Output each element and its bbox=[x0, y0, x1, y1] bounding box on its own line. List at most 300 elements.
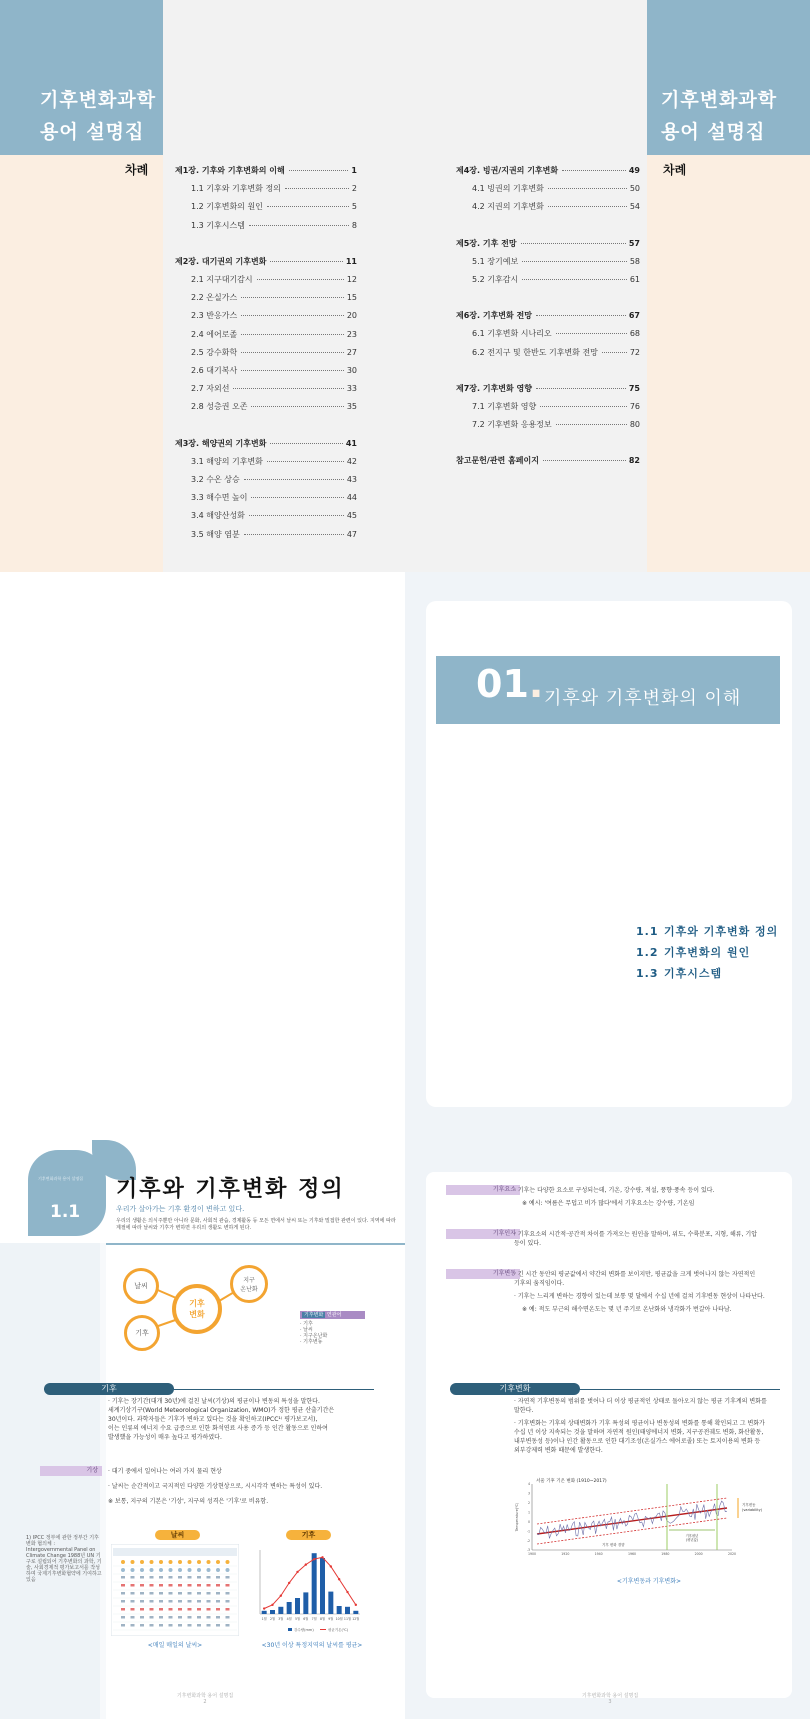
toc-page-number: 45 bbox=[346, 511, 357, 521]
weather-value bbox=[226, 1584, 230, 1587]
precip-bar bbox=[262, 1611, 267, 1614]
x-tick-label: 1900 bbox=[527, 1552, 537, 1556]
precip-bar bbox=[345, 1607, 350, 1614]
weather-value bbox=[188, 1584, 192, 1587]
toc-page-number: 68 bbox=[629, 329, 640, 339]
month-tick-label: 2월 bbox=[269, 1617, 276, 1621]
y-tick-label: 2 bbox=[527, 1501, 530, 1506]
weather-table-caption: <매일 매일의 날씨> bbox=[147, 1642, 203, 1649]
weather-value bbox=[197, 1592, 201, 1595]
toc-page-number: 20 bbox=[346, 311, 357, 321]
weather-value bbox=[178, 1576, 182, 1579]
toc-entry-text: 2.2 온실가스 bbox=[191, 293, 238, 303]
weather-icon bbox=[207, 1560, 211, 1564]
toc-entry-text: 3.3 해수면 높이 bbox=[191, 493, 248, 503]
weather-value bbox=[197, 1600, 201, 1603]
weather-value bbox=[140, 1616, 144, 1619]
month-tick-label: 9월 bbox=[328, 1617, 334, 1621]
section-badge bbox=[28, 1150, 106, 1236]
weather-icon bbox=[131, 1568, 135, 1572]
toc-section-entry[interactable] bbox=[472, 256, 640, 267]
weather-value bbox=[197, 1608, 201, 1611]
badge-number: 1.1 bbox=[50, 1202, 81, 1222]
toc-page-number: 72 bbox=[629, 347, 640, 357]
y-tick-label: -2 bbox=[526, 1538, 530, 1543]
toc-leader bbox=[556, 424, 627, 425]
ipcc-footnote: 1) IPCC 정부에 관한 정부간 기후변화 협의체 : Intergovernmental Panel on Climate Change 1988년 UN 기구로 설립되어 기후변화의 과학, 기술, 사회경제적 평가보고서를 작성하며 국제기후변화협약에 기여하고 있음 bbox=[26, 1535, 102, 1583]
month-tick-label: 11월 bbox=[343, 1617, 352, 1621]
toc-entry-text: 3.5 해양 염분 bbox=[191, 529, 240, 539]
weather-icon bbox=[188, 1560, 192, 1564]
weather-value bbox=[140, 1584, 144, 1587]
variability-label-sub: (variability) bbox=[742, 1508, 763, 1512]
toc-section-entry[interactable] bbox=[191, 474, 357, 485]
weather-value bbox=[159, 1608, 163, 1611]
toc-section-entry[interactable] bbox=[191, 383, 357, 394]
toc-leader bbox=[522, 279, 627, 280]
toc-leader bbox=[522, 261, 627, 262]
toc-chapter-entry[interactable] bbox=[175, 256, 357, 267]
weather-value bbox=[140, 1608, 144, 1611]
diagram-center-circle: 기후 변화 bbox=[172, 1284, 222, 1334]
toc-leader bbox=[244, 534, 344, 535]
weather-value bbox=[197, 1584, 201, 1587]
book-title-line1: 기후변화과학 bbox=[40, 89, 157, 111]
toc-entry-text: 7.2 기후변화 응용정보 bbox=[472, 420, 552, 430]
toc-leader bbox=[602, 352, 627, 353]
weather-value bbox=[150, 1576, 154, 1579]
weather-icon bbox=[216, 1560, 220, 1564]
y-tick-label: -3 bbox=[526, 1548, 530, 1553]
toc-leader bbox=[241, 370, 344, 371]
weather-chart-pill: 날씨 bbox=[155, 1530, 200, 1540]
month-tick-label: 5월 bbox=[294, 1617, 301, 1621]
toc-entry-text: 5.2 기후감시 bbox=[472, 275, 519, 284]
toc-page-number: 1 bbox=[351, 166, 357, 175]
toc-chapter-entry[interactable] bbox=[456, 165, 640, 176]
toc-page-number: 76 bbox=[629, 402, 640, 411]
weather-value bbox=[226, 1576, 230, 1579]
weather-icon bbox=[159, 1560, 163, 1564]
toc-page-number: 15 bbox=[346, 293, 357, 303]
toc-entry-text: 제4장. 빙권/지권의 기후변화 bbox=[456, 166, 559, 175]
weather-icon bbox=[188, 1568, 192, 1572]
toc-leader bbox=[556, 333, 627, 334]
weather-value bbox=[159, 1616, 163, 1619]
weather-value bbox=[121, 1576, 125, 1579]
weather-value bbox=[169, 1576, 173, 1579]
weather-value bbox=[216, 1600, 220, 1603]
weather-icon bbox=[150, 1560, 154, 1564]
toc-section-entry[interactable] bbox=[191, 329, 357, 340]
legend-precip: 강수량(mm) bbox=[294, 1628, 314, 1632]
climate-definition: · 기후는 장기간(대개 30년)에 걸친 날씨(기상)의 평균이나 변동의 특성을 말한다. 세계기상기구(World Meteorological Organization, WMO)가 정한 평균 산출기간은 30년이다. 과학자들은 기후가 변하고 있다는 것을 확인하고(IPCC¹⁾ 평가보고서), 이는 인류의 에너지 수요 급증으로 인한 화석연료 사용 증가 등 인간 활동으로 인하여 발생했을 가능성이 매우 높다고 평가하였다. bbox=[108, 1398, 335, 1441]
y-tick-label: -1 bbox=[526, 1529, 530, 1534]
toc-section-entry[interactable] bbox=[191, 201, 357, 212]
weather-value bbox=[121, 1608, 125, 1611]
toc-entry-text: 1.3 기후시스템 bbox=[191, 220, 245, 230]
related-terms-header: 기후변화 연관어 bbox=[300, 1311, 365, 1319]
precip-bar bbox=[287, 1602, 292, 1614]
toc-chapter-entry[interactable] bbox=[175, 438, 357, 449]
toc-leader bbox=[270, 443, 342, 444]
weather-value bbox=[150, 1592, 154, 1595]
toc-page-number: 27 bbox=[346, 347, 357, 357]
toc-chapter-entry[interactable] bbox=[456, 455, 640, 466]
weather-value bbox=[169, 1600, 173, 1603]
toc-chapter-entry[interactable] bbox=[456, 383, 640, 394]
book-title-line2: 용어 설명집 bbox=[40, 121, 145, 143]
weather-icon bbox=[216, 1568, 220, 1572]
weather-icon bbox=[207, 1568, 211, 1572]
toc-chapter-entry[interactable] bbox=[175, 165, 357, 176]
weather-value bbox=[216, 1608, 220, 1611]
toc-page-number: 75 bbox=[628, 383, 640, 393]
weather-value bbox=[216, 1624, 220, 1627]
weather-icon bbox=[197, 1568, 201, 1572]
def-tag-climate-variability: 기후변동 bbox=[446, 1269, 520, 1279]
weather-value bbox=[216, 1584, 220, 1587]
weather-table-header bbox=[113, 1548, 237, 1556]
month-tick-label: 3월 bbox=[278, 1617, 284, 1621]
toc-leader bbox=[562, 170, 626, 171]
weather-value bbox=[131, 1584, 135, 1587]
climate-change-definition: · 자연적 기후변동의 범위를 벗어나 더 이상 평균적인 상태로 돌아오지 않는 평균 기후계의 변화를 말한다. · 기후변화는 기후의 상태변화가 기후 특성의 평균이나 변동성의 변화를 통해 확인되고 그 변화가 수십 년 이상 지속되는 것을 말하며 자연적 원인(태양에너지 변화, 지구공전궤도 변화, 화산활동, 내부변동성 등)이나 인간 활동으로 인한 대기조성(온실가스 에어로졸) 또는 토지이용의 변화 등 외부강제력 변화 때문에 발생한다. bbox=[514, 1398, 767, 1454]
climate-change-pill: 기후변화 bbox=[450, 1383, 580, 1395]
weather-value bbox=[121, 1592, 125, 1595]
precip-bar bbox=[278, 1607, 283, 1614]
climate-average-chart bbox=[248, 1544, 373, 1636]
toc-page-number: 61 bbox=[629, 275, 640, 284]
toc-entry-text: 4.1 빙권의 기후변화 bbox=[472, 184, 544, 194]
weather-value bbox=[131, 1608, 135, 1611]
weather-value bbox=[159, 1576, 163, 1579]
toc-leader bbox=[521, 243, 626, 244]
weather-value bbox=[131, 1576, 135, 1579]
weather-value bbox=[121, 1616, 125, 1619]
toc-page-number: 58 bbox=[629, 256, 640, 266]
toc-page-number: 42 bbox=[346, 456, 357, 466]
chapter-banner bbox=[436, 656, 780, 724]
toc-leader bbox=[233, 388, 343, 389]
chapter-item-1-3[interactable]: 1.3 기후시스템 bbox=[636, 967, 723, 980]
toc-section-entry[interactable] bbox=[472, 419, 640, 430]
toc-section-entry[interactable] bbox=[191, 492, 357, 503]
toc-section-entry[interactable] bbox=[472, 347, 640, 358]
chart-background bbox=[514, 1476, 784, 1566]
weather-value bbox=[140, 1624, 144, 1627]
x-tick-label: 1980 bbox=[661, 1552, 670, 1556]
toc-entry-text: 참고문헌/관련 홈페이지 bbox=[456, 456, 539, 466]
precip-bar bbox=[312, 1553, 317, 1614]
weather-value bbox=[159, 1600, 163, 1603]
def-tag-climate-factors: 기후인자 bbox=[446, 1229, 520, 1239]
x-tick-label: 2020 bbox=[727, 1552, 737, 1556]
def-climate-variability: · 긴 시간 동안의 평균값에서 약간의 변화를 보이지만, 평균값을 크게 벗어나지 않는 자연적인 기후의 움직임이다. · 기후는 느리게 변하는 경향이 있는데 보통 몇 달에서 수십 년에 걸쳐 기후변동 현상이 나타난다. ※ 예: 적도 부근의 해수면온도는 몇 년 주기로 온난화와 냉각화가 번갈아 나타남. bbox=[514, 1271, 765, 1313]
weather-value bbox=[150, 1624, 154, 1627]
weather-value bbox=[226, 1616, 230, 1619]
weather-value bbox=[226, 1624, 230, 1627]
toc-section-entry[interactable] bbox=[191, 292, 357, 303]
weather-value bbox=[207, 1576, 211, 1579]
weather-tag: 기상 bbox=[40, 1466, 102, 1476]
toc-leader bbox=[267, 206, 349, 207]
toc-page-number: 12 bbox=[346, 275, 357, 284]
toc-leader bbox=[536, 315, 626, 316]
weather-value bbox=[178, 1616, 182, 1619]
weather-value bbox=[197, 1576, 201, 1579]
toc-entry-text: 5.1 장기예보 bbox=[472, 256, 519, 266]
toc-entry-text: 6.2 전지구 및 한반도 기후변화 전망 bbox=[472, 347, 598, 357]
weather-icon bbox=[178, 1560, 182, 1564]
climate-heading-pill: 기후 bbox=[44, 1383, 174, 1395]
weather-value bbox=[216, 1592, 220, 1595]
toc-section-entry[interactable] bbox=[472, 183, 640, 194]
weather-value bbox=[207, 1624, 211, 1627]
toc-leader bbox=[249, 515, 344, 516]
section-divider bbox=[106, 1243, 405, 1245]
weather-icon bbox=[226, 1560, 230, 1564]
weather-value bbox=[226, 1600, 230, 1603]
weather-icon bbox=[121, 1568, 125, 1572]
weather-value bbox=[121, 1624, 125, 1627]
x-tick-label: 1920 bbox=[561, 1552, 570, 1556]
climate-chart-caption: <30년 이상 특정지역의 날씨를 평균> bbox=[261, 1642, 363, 1649]
weather-value bbox=[150, 1616, 154, 1619]
month-tick-label: 6월 bbox=[303, 1617, 309, 1621]
y-axis-label: Temperature(℃) bbox=[515, 1502, 519, 1532]
chart-title: 서울 기후 기온 변화 (1910~2017) bbox=[536, 1479, 607, 1484]
toc-section-entry[interactable] bbox=[191, 365, 357, 376]
def-climate-factors: · 기후요소의 시간적·공간적 차이를 가져오는 원인을 말하며, 위도, 수륙분포, 지형, 해류, 기압 등이 있다. bbox=[514, 1231, 757, 1247]
weather-value bbox=[159, 1592, 163, 1595]
book-title-left bbox=[0, 0, 163, 155]
toc-section-entry[interactable] bbox=[472, 274, 640, 285]
badge-header: 기후변화과학 용어 설명집 bbox=[38, 1176, 84, 1181]
book-title-right bbox=[647, 0, 810, 155]
weather-value bbox=[159, 1584, 163, 1587]
weather-value bbox=[188, 1576, 192, 1579]
toc-entry-text: 3.2 수온 상승 bbox=[191, 475, 240, 484]
seoul-temperature-chart bbox=[514, 1476, 784, 1566]
precip-bar bbox=[328, 1592, 333, 1614]
toc-section-entry[interactable] bbox=[191, 347, 357, 358]
weather-value bbox=[216, 1576, 220, 1579]
weather-value bbox=[226, 1608, 230, 1611]
trend-label: 기후 변화 경향 bbox=[602, 1543, 625, 1547]
variability-chart-caption: <기후변동과 기후변화> bbox=[616, 1578, 682, 1585]
y-tick-label: 1 bbox=[527, 1510, 530, 1515]
toc-section-entry[interactable] bbox=[191, 401, 357, 412]
precip-bar bbox=[295, 1598, 300, 1614]
toc-entry-text: 2.5 강수화학 bbox=[191, 347, 238, 357]
weather-icon bbox=[121, 1560, 125, 1564]
y-tick-label: 3 bbox=[527, 1491, 530, 1496]
toc-leader bbox=[244, 479, 344, 480]
x-tick-label: 2000 bbox=[694, 1552, 703, 1556]
weather-value bbox=[140, 1592, 144, 1595]
weather-value bbox=[216, 1616, 220, 1619]
toc-entry-text: 제2장. 대기권의 기후변화 bbox=[175, 256, 267, 266]
weather-icon bbox=[140, 1560, 144, 1564]
legend-swatch-precip bbox=[288, 1628, 292, 1631]
toc-leader bbox=[257, 279, 344, 280]
weather-icon bbox=[169, 1560, 173, 1564]
weather-value bbox=[207, 1616, 211, 1619]
toc-leader bbox=[251, 406, 343, 407]
weather-value bbox=[169, 1592, 173, 1595]
toc-page-number: 8 bbox=[351, 220, 357, 230]
weather-icon bbox=[169, 1568, 173, 1572]
toc-section-entry[interactable] bbox=[191, 310, 357, 321]
toc-page-number: 2 bbox=[351, 184, 357, 194]
toc-page-number: 23 bbox=[346, 329, 357, 339]
toc-section-entry[interactable] bbox=[472, 201, 640, 212]
toc-chapter-entry[interactable] bbox=[456, 310, 640, 321]
toc-leader bbox=[241, 334, 344, 335]
toc-chapter-entry[interactable] bbox=[456, 238, 640, 249]
book-title-line1: 기후변화과학 bbox=[661, 89, 778, 111]
toc-entry-text: 제7장. 기후변화 영향 bbox=[456, 383, 532, 393]
toc-leader bbox=[540, 406, 627, 407]
weather-value bbox=[178, 1608, 182, 1611]
toc-leader bbox=[548, 188, 627, 189]
weather-value bbox=[169, 1616, 173, 1619]
toc-page-number: 5 bbox=[351, 202, 357, 212]
toc-entry-text: 6.1 기후변화 시나리오 bbox=[472, 329, 552, 339]
weather-value bbox=[178, 1584, 182, 1587]
weather-value bbox=[150, 1584, 154, 1587]
toc-page-number: 11 bbox=[345, 256, 357, 266]
toc-entry-text: 1.1 기후와 기후변화 정의 bbox=[191, 184, 281, 194]
weather-value bbox=[188, 1592, 192, 1595]
month-tick-label: 1월 bbox=[261, 1617, 267, 1621]
toc-section-entry[interactable] bbox=[191, 529, 357, 540]
toc-entry-text: 2.3 반응가스 bbox=[191, 311, 238, 321]
toc-leader bbox=[267, 461, 344, 462]
month-tick-label: 12월 bbox=[352, 1617, 360, 1621]
weather-icon bbox=[150, 1568, 154, 1572]
weather-value bbox=[150, 1608, 154, 1611]
toc-entry-text: 2.6 대기복사 bbox=[191, 366, 238, 375]
toc-page-number: 33 bbox=[346, 384, 357, 394]
toc-leader bbox=[241, 315, 344, 316]
weather-icon bbox=[159, 1568, 163, 1572]
weather-value bbox=[131, 1616, 135, 1619]
toc-page-number: 44 bbox=[346, 493, 357, 503]
toc-leader bbox=[548, 206, 627, 207]
weather-value bbox=[178, 1592, 182, 1595]
chapter-item-1-2[interactable]: 1.2 기후변화의 원인 bbox=[636, 946, 751, 959]
toc-leader bbox=[285, 188, 349, 189]
section-intro: 우리의 생활은 의식주뿐만 아니라 문화, 사회적 관습, 경제활동 등 모든 면에서 날씨 또는 기후와 밀접한 관련이 있다. 지역에 따라 계절에 따라 날씨와 기후가 변하면 우리의 생활도 변하게 된다. bbox=[116, 1218, 396, 1231]
weather-value bbox=[131, 1624, 135, 1627]
weather-value bbox=[207, 1592, 211, 1595]
toc-section-entry[interactable] bbox=[191, 274, 357, 285]
toc-heading: 차례 bbox=[125, 163, 149, 177]
weather-value bbox=[226, 1592, 230, 1595]
chapter-item-1-1[interactable]: 1.1 기후와 기후변화 정의 bbox=[636, 925, 779, 938]
weather-value bbox=[131, 1600, 135, 1603]
y-tick-label: 4 bbox=[527, 1482, 530, 1487]
month-tick-label: 4월 bbox=[286, 1617, 292, 1621]
blank-left-page bbox=[0, 572, 405, 1139]
def-tag-climate-elements: 기후요소 bbox=[446, 1185, 520, 1195]
weather-value bbox=[188, 1600, 192, 1603]
section-margin-panel bbox=[0, 1243, 100, 1719]
weather-value bbox=[207, 1608, 211, 1611]
x-tick-label: 1940 bbox=[594, 1552, 603, 1556]
weather-value bbox=[188, 1624, 192, 1627]
toc-entry-text: 2.4 에어로졸 bbox=[191, 329, 238, 339]
month-tick-label: 10월 bbox=[335, 1617, 343, 1621]
toc-page-number: 43 bbox=[346, 475, 357, 484]
book-title-line2: 용어 설명집 bbox=[661, 121, 766, 143]
chapter-number: 01. bbox=[476, 662, 544, 706]
variability-label: 기후변동 bbox=[742, 1503, 756, 1507]
weather-icon bbox=[197, 1560, 201, 1564]
precip-bar bbox=[270, 1610, 275, 1614]
weather-definition: · 대기 중에서 일어나는 여러 가지 물리 현상 · 날씨는 순간적이고 국지적인 다양한 기상현상으로, 시시각각 변하는 특성이 있다. ※ 보통, 지구의 기본은 '기상', 지구의 성격은 '기후'로 비유함. bbox=[108, 1468, 323, 1505]
toc-entry-text: 2.8 성층권 오존 bbox=[191, 402, 248, 412]
footer-book-title: 기후변화과학 용어 설명집 bbox=[176, 1693, 234, 1699]
month-tick-label: 8월 bbox=[319, 1617, 326, 1621]
weather-value bbox=[188, 1608, 192, 1611]
weather-value bbox=[121, 1584, 125, 1587]
footer-page-number: 2 bbox=[203, 1699, 207, 1705]
precip-bar bbox=[320, 1558, 325, 1614]
precip-bar bbox=[303, 1592, 308, 1614]
toc-page-number: 41 bbox=[345, 438, 357, 448]
toc-page-number: 30 bbox=[346, 366, 357, 375]
toc-section-entry[interactable] bbox=[472, 401, 640, 412]
chart-background bbox=[248, 1544, 373, 1636]
legend-temp: 평균기온(℃) bbox=[328, 1628, 349, 1632]
toc-entry-text: 1.2 기후변화의 원인 bbox=[191, 202, 263, 212]
toc-leader bbox=[251, 497, 343, 498]
normal-label: 기후평년 bbox=[685, 1534, 699, 1538]
footer-book-title: 기후변화과학 용어 설명집 bbox=[581, 1693, 639, 1699]
toc-section-entry[interactable] bbox=[191, 220, 357, 231]
toc-entry-text: 7.1 기후변화 영향 bbox=[472, 402, 537, 411]
toc-section-entry[interactable] bbox=[472, 328, 640, 339]
toc-entry-text: 제6장. 기후변화 전망 bbox=[456, 311, 532, 321]
toc-section-entry[interactable] bbox=[191, 510, 357, 521]
toc-page-number: 82 bbox=[628, 456, 640, 466]
toc-page-number: 47 bbox=[346, 529, 357, 539]
x-tick-label: 1960 bbox=[627, 1552, 637, 1556]
weather-value bbox=[188, 1616, 192, 1619]
weather-value bbox=[169, 1624, 173, 1627]
toc-entry-text: 3.1 해양의 기후변화 bbox=[191, 456, 263, 466]
weather-value bbox=[159, 1624, 163, 1627]
toc-page-number: 54 bbox=[629, 202, 640, 212]
weather-value bbox=[150, 1600, 154, 1603]
toc-section-entry[interactable] bbox=[191, 183, 357, 194]
climate-chart-pill: 기후 bbox=[286, 1530, 331, 1540]
toc-section-entry[interactable] bbox=[191, 456, 357, 467]
toc-entry-text: 3.4 해양산성화 bbox=[191, 511, 245, 521]
weather-value bbox=[207, 1584, 211, 1587]
toc-leader bbox=[241, 352, 344, 353]
toc-left-column bbox=[175, 165, 357, 545]
toc-entry-text: 2.1 지구대기감시 bbox=[191, 275, 253, 284]
toc-page-number: 57 bbox=[628, 238, 640, 248]
toc-page-number: 80 bbox=[629, 420, 640, 430]
weather-value bbox=[197, 1624, 201, 1627]
toc-page-number: 35 bbox=[346, 402, 357, 412]
weather-value bbox=[121, 1600, 125, 1603]
